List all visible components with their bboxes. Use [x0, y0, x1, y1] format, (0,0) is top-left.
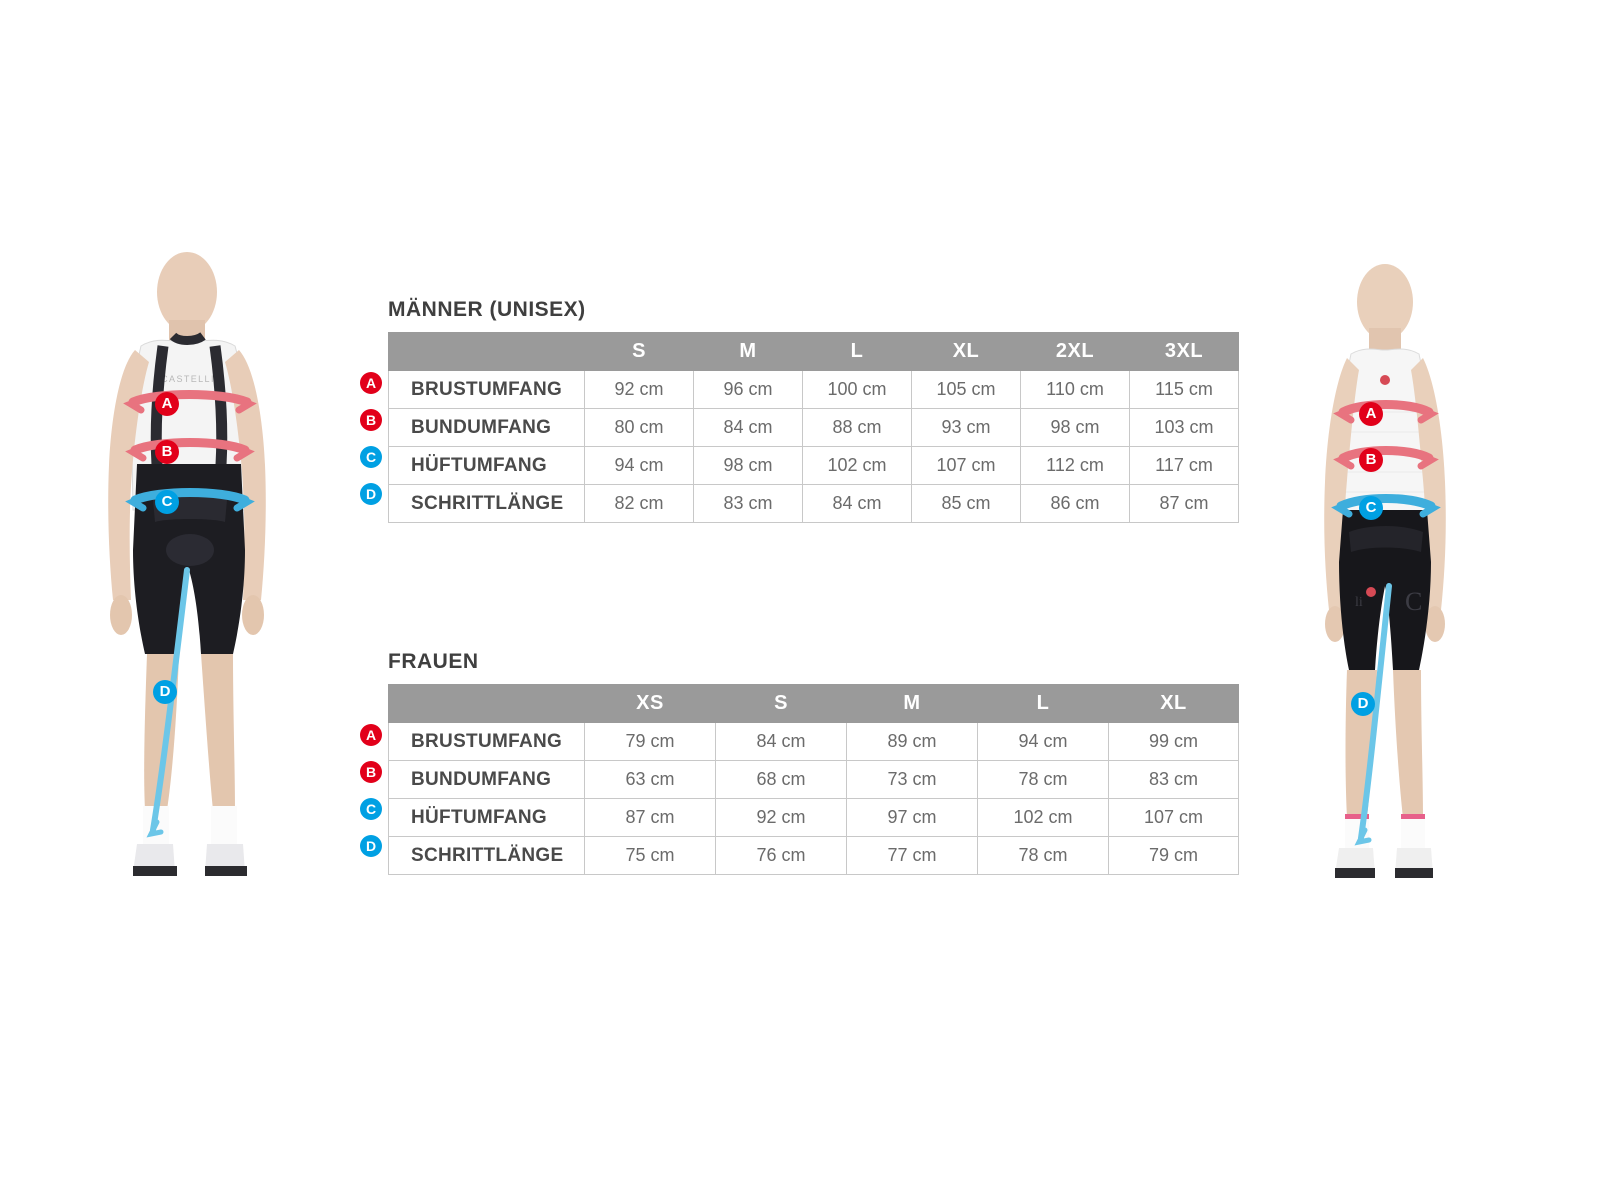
- women-inseam-m: 77 cm: [847, 837, 978, 875]
- women-hip-s: 92 cm: [716, 799, 847, 837]
- male-cyclist-illustration: [95, 250, 315, 910]
- women-chest-xs: 79 cm: [585, 723, 716, 761]
- women-row-label-waist: BUNDUMFANG: [389, 761, 585, 799]
- men-header-size-m: M: [694, 333, 803, 371]
- marker-a-female: A: [1359, 402, 1383, 426]
- men-header-size-xl: XL: [912, 333, 1021, 371]
- women-size-table-block: [365, 650, 1238, 875]
- men-header-size-s: S: [585, 333, 694, 371]
- women-waist-l: 78 cm: [978, 761, 1109, 799]
- marker-d-female: D: [1351, 692, 1375, 716]
- women-hip-xl: 107 cm: [1109, 799, 1239, 837]
- men-chest-3xl: 115 cm: [1130, 371, 1239, 409]
- women-row-label-hip: HÜFTUMFANG: [389, 799, 585, 837]
- men-size-table-block: [365, 298, 1238, 523]
- men-inseam-s: 82 cm: [585, 485, 694, 523]
- women-waist-m: 73 cm: [847, 761, 978, 799]
- women-hip-m: 97 cm: [847, 799, 978, 837]
- table-row: [389, 485, 1239, 523]
- men-inseam-xl: 85 cm: [912, 485, 1021, 523]
- marker-b-male: B: [155, 440, 179, 464]
- men-inseam-m: 83 cm: [694, 485, 803, 523]
- women-chest-l: 94 cm: [978, 723, 1109, 761]
- women-table-header-row: [389, 685, 1239, 723]
- men-hip-xl: 107 cm: [912, 447, 1021, 485]
- table-row: [389, 799, 1239, 837]
- men-row-badge-d: D: [360, 483, 382, 505]
- women-inseam-l: 78 cm: [978, 837, 1109, 875]
- women-header-size-l: L: [978, 685, 1109, 723]
- men-chest-s: 92 cm: [585, 371, 694, 409]
- men-row-badge-b: B: [360, 409, 382, 431]
- women-header-size-xs: XS: [585, 685, 716, 723]
- marker-c-female: C: [1359, 496, 1383, 520]
- table-row: [389, 761, 1239, 799]
- women-size-table: [388, 684, 1239, 875]
- women-row-badge-a: A: [360, 724, 382, 746]
- men-header-size-3xl: 3XL: [1130, 333, 1239, 371]
- men-waist-s: 80 cm: [585, 409, 694, 447]
- men-header-size-l: L: [803, 333, 912, 371]
- table-row: [389, 409, 1239, 447]
- table-row: [389, 723, 1239, 761]
- women-header-corner: [389, 685, 585, 723]
- men-row-label-hip: HÜFTUMFANG: [389, 447, 585, 485]
- women-inseam-s: 76 cm: [716, 837, 847, 875]
- men-chest-xl: 105 cm: [912, 371, 1021, 409]
- men-chest-l: 100 cm: [803, 371, 912, 409]
- women-chest-xl: 99 cm: [1109, 723, 1239, 761]
- women-chest-m: 89 cm: [847, 723, 978, 761]
- women-table-title: FRAUEN: [388, 650, 479, 673]
- men-hip-s: 94 cm: [585, 447, 694, 485]
- women-inseam-xs: 75 cm: [585, 837, 716, 875]
- table-row: [389, 371, 1239, 409]
- men-waist-xl: 93 cm: [912, 409, 1021, 447]
- men-hip-l: 102 cm: [803, 447, 912, 485]
- men-hip-2xl: 112 cm: [1021, 447, 1130, 485]
- svg-text:C: C: [1405, 587, 1423, 616]
- men-hip-m: 98 cm: [694, 447, 803, 485]
- marker-d-male: D: [153, 680, 177, 704]
- women-inseam-xl: 79 cm: [1109, 837, 1239, 875]
- women-hip-xs: 87 cm: [585, 799, 716, 837]
- marker-a-male: A: [155, 392, 179, 416]
- men-inseam-2xl: 86 cm: [1021, 485, 1130, 523]
- men-inseam-3xl: 87 cm: [1130, 485, 1239, 523]
- men-header-size-2xl: 2XL: [1021, 333, 1130, 371]
- men-waist-l: 88 cm: [803, 409, 912, 447]
- women-row-badge-c: C: [360, 798, 382, 820]
- table-row: [389, 837, 1239, 875]
- men-row-label-inseam: SCHRITTLÄNGE: [389, 485, 585, 523]
- men-waist-2xl: 98 cm: [1021, 409, 1130, 447]
- men-row-label-waist: BUNDUMFANG: [389, 409, 585, 447]
- men-hip-3xl: 117 cm: [1130, 447, 1239, 485]
- men-inseam-l: 84 cm: [803, 485, 912, 523]
- men-row-badge-c: C: [360, 446, 382, 468]
- women-waist-xl: 83 cm: [1109, 761, 1239, 799]
- men-waist-3xl: 103 cm: [1130, 409, 1239, 447]
- men-row-label-chest: BRUSTUMFANG: [389, 371, 585, 409]
- marker-b-female: B: [1359, 448, 1383, 472]
- women-row-badge-b: B: [360, 761, 382, 783]
- men-size-table: [388, 332, 1239, 523]
- svg-text:li: li: [1355, 595, 1363, 610]
- female-cyclist-illustration: [1285, 262, 1505, 912]
- female-cyclist-figure: [1285, 262, 1505, 912]
- men-chest-2xl: 110 cm: [1021, 371, 1130, 409]
- women-waist-xs: 63 cm: [585, 761, 716, 799]
- women-header-size-xl: XL: [1109, 685, 1239, 723]
- male-cyclist-figure: [95, 250, 315, 910]
- women-hip-l: 102 cm: [978, 799, 1109, 837]
- women-chest-s: 84 cm: [716, 723, 847, 761]
- women-row-label-inseam: SCHRITTLÄNGE: [389, 837, 585, 875]
- table-row: [389, 447, 1239, 485]
- jersey-brand-text: CASTELLI: [161, 374, 215, 384]
- marker-c-male: C: [155, 490, 179, 514]
- men-waist-m: 84 cm: [694, 409, 803, 447]
- women-row-label-chest: BRUSTUMFANG: [389, 723, 585, 761]
- men-row-badge-a: A: [360, 372, 382, 394]
- women-row-badge-d: D: [360, 835, 382, 857]
- men-table-title: MÄNNER (UNISEX): [388, 298, 586, 321]
- women-header-size-m: M: [847, 685, 978, 723]
- men-table-header-row: [389, 333, 1239, 371]
- women-header-size-s: S: [716, 685, 847, 723]
- men-chest-m: 96 cm: [694, 371, 803, 409]
- women-waist-s: 68 cm: [716, 761, 847, 799]
- men-header-corner: [389, 333, 585, 371]
